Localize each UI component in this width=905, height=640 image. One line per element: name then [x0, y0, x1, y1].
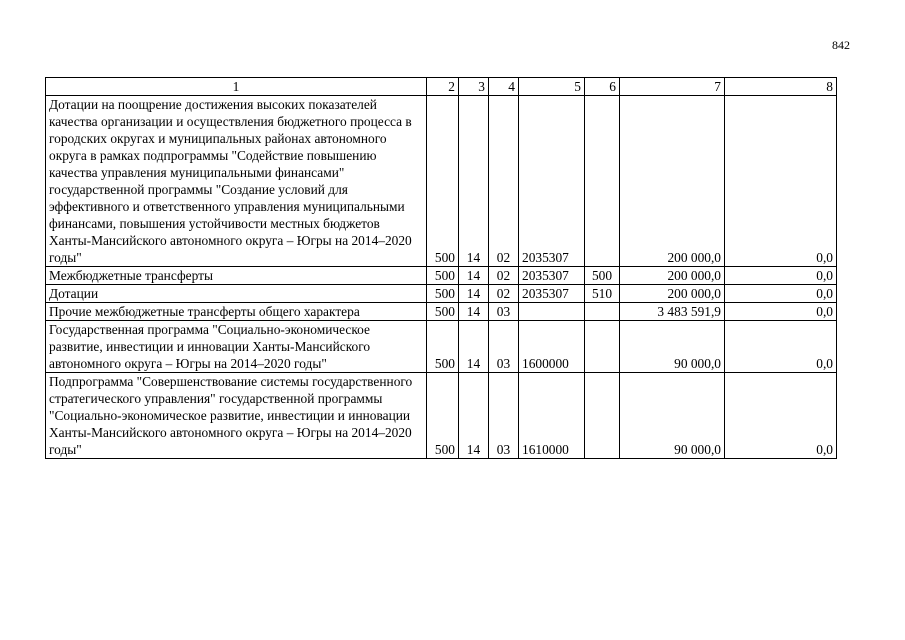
col3-cell: 14 [459, 303, 489, 321]
col2-cell: 500 [427, 373, 459, 459]
col6-cell: 500 [585, 267, 620, 285]
col3-cell: 14 [459, 321, 489, 373]
col5-cell: 2035307 [519, 96, 585, 267]
header-col-7: 7 [620, 78, 725, 96]
col8-cell: 0,0 [725, 96, 837, 267]
col6-cell: 510 [585, 285, 620, 303]
header-col-5: 5 [519, 78, 585, 96]
col3-cell: 14 [459, 267, 489, 285]
col8-cell: 0,0 [725, 373, 837, 459]
col4-cell: 03 [489, 321, 519, 373]
header-col-3: 3 [459, 78, 489, 96]
header-col-6: 6 [585, 78, 620, 96]
col2-cell: 500 [427, 303, 459, 321]
row-name-cell: Межбюджетные трансферты [46, 267, 427, 285]
budget-table [45, 77, 837, 459]
col4-cell: 03 [489, 303, 519, 321]
row-name-cell: Государственная программа "Социально-экономическое развитие, инвестиции и инновации Ханты-Мансийского автономного округа – Югры на 2014–2020 годы" [46, 321, 427, 373]
col5-cell: 2035307 [519, 267, 585, 285]
col8-cell: 0,0 [725, 267, 837, 285]
col7-cell: 200 000,0 [620, 267, 725, 285]
col5-cell: 1600000 [519, 321, 585, 373]
col2-cell: 500 [427, 285, 459, 303]
col6-cell [585, 303, 620, 321]
col4-cell: 02 [489, 285, 519, 303]
col4-cell: 02 [489, 267, 519, 285]
header-col-4: 4 [489, 78, 519, 96]
page-number: 842 [832, 38, 850, 52]
col6-cell [585, 321, 620, 373]
table-row [46, 267, 837, 285]
table-row [46, 96, 837, 267]
header-col-2: 2 [427, 78, 459, 96]
table-row [46, 321, 837, 373]
col4-cell: 02 [489, 96, 519, 267]
table-header-row [46, 78, 837, 96]
header-col-1: 1 [46, 78, 427, 96]
col3-cell: 14 [459, 373, 489, 459]
col7-cell: 90 000,0 [620, 321, 725, 373]
col5-cell [519, 303, 585, 321]
col6-cell [585, 96, 620, 267]
col3-cell: 14 [459, 285, 489, 303]
row-name-cell: Подпрограмма "Совершенствование системы государственного стратегического управления" государственной программы "Социально-экономическое развитие, инвестиции и инновации Ханты-Мансийского автономного округа – Югры на 2014–2020 годы" [46, 373, 427, 459]
col3-cell: 14 [459, 96, 489, 267]
col6-cell [585, 373, 620, 459]
col7-cell: 3 483 591,9 [620, 303, 725, 321]
col7-cell: 200 000,0 [620, 96, 725, 267]
col7-cell: 90 000,0 [620, 373, 725, 459]
row-name-cell: Прочие межбюджетные трансферты общего характера [46, 303, 427, 321]
col8-cell: 0,0 [725, 303, 837, 321]
col2-cell: 500 [427, 267, 459, 285]
col7-cell: 200 000,0 [620, 285, 725, 303]
table-row [46, 303, 837, 321]
table-row [46, 285, 837, 303]
row-name-cell: Дотации на поощрение достижения высоких показателей качества организации и осуществления бюджетного процесса в городских округах и муниципальных районах автономного округа в рамках подпрограммы "Содействие повышению качества управления муниципальными финансами" государственной программы "Создание условий для эффективного и ответственного управления муниципальными финансами, повышения устойчивости местных бюджетов Ханты-Мансийского автономного округа – Югры на 2014–2020 годы" [46, 96, 427, 267]
col8-cell: 0,0 [725, 321, 837, 373]
col8-cell: 0,0 [725, 285, 837, 303]
col2-cell: 500 [427, 321, 459, 373]
col2-cell: 500 [427, 96, 459, 267]
col5-cell: 2035307 [519, 285, 585, 303]
table-row [46, 373, 837, 459]
col4-cell: 03 [489, 373, 519, 459]
row-name-cell: Дотации [46, 285, 427, 303]
col5-cell: 1610000 [519, 373, 585, 459]
header-col-8: 8 [725, 78, 837, 96]
